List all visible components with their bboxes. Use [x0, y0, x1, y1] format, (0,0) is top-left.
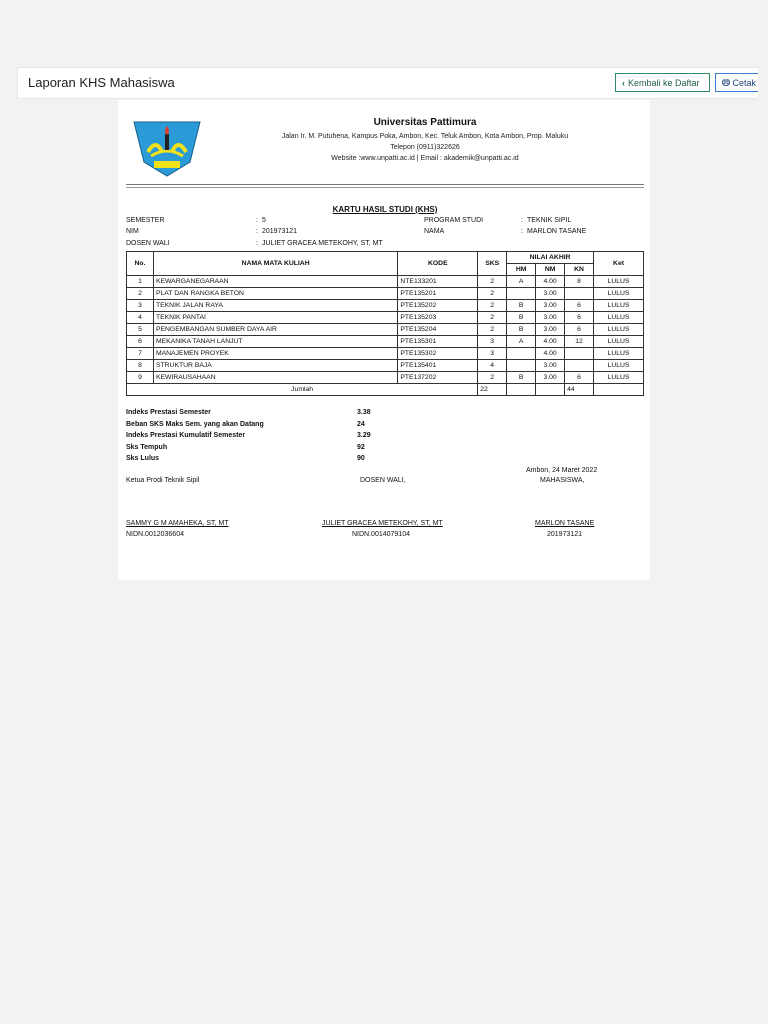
- cell-ket: LULUS: [594, 360, 644, 372]
- cell-kn: 8: [565, 276, 594, 288]
- cell-hm: [507, 348, 536, 360]
- colon: :: [521, 228, 523, 235]
- printer-icon: [722, 78, 733, 88]
- nim-label: NIM: [126, 228, 139, 235]
- semester-label: SEMESTER: [126, 217, 165, 224]
- mahasiswa-role: MAHASISWA,: [540, 477, 585, 484]
- cell-ket: LULUS: [594, 312, 644, 324]
- program-studi-value: TEKNIK SIPIL: [527, 217, 572, 224]
- nama-value: MARLON TASANE: [527, 228, 587, 235]
- header-bar: [17, 67, 758, 99]
- dosen-wali-label: DOSEN WALI: [126, 240, 170, 247]
- university-web: Website :www.unpatti.ac.id | Email : akademik@unpatti.ac.id: [331, 155, 519, 162]
- cell-nama: MEKANIKA TANAH LANJUT: [153, 336, 397, 348]
- cell-nm: 3.00: [536, 360, 565, 372]
- page-title: Laporan KHS Mahasiswa: [28, 75, 175, 90]
- cell-nm: 4.00: [536, 276, 565, 288]
- cell-no: 3: [127, 300, 154, 312]
- cell-nm: 3.00: [536, 288, 565, 300]
- document-title: KARTU HASIL STUDI (KHS): [332, 205, 438, 214]
- table-row: [127, 348, 644, 360]
- cell-kn: [565, 288, 594, 300]
- mahasiswa-name: MARLON TASANE: [535, 520, 595, 527]
- cell-sks: 3: [478, 348, 507, 360]
- cell-nm: 3.00: [536, 324, 565, 336]
- cell-sks: 2: [478, 288, 507, 300]
- nama-label: NAMA: [424, 228, 445, 235]
- cell-no: 2: [127, 288, 154, 300]
- table-row: [127, 372, 644, 384]
- table-row: [127, 336, 644, 348]
- cell-nm: 3.00: [536, 300, 565, 312]
- cell-kode: NTE133201: [398, 276, 478, 288]
- cell-no: 7: [127, 348, 154, 360]
- cell-sks: 2: [478, 300, 507, 312]
- ipk-value: 3.29: [357, 432, 371, 439]
- col-header-nilai-akhir: NILAI AKHIR: [507, 252, 594, 264]
- cell-kn: 6: [565, 372, 594, 384]
- total-sks: 22: [478, 384, 507, 396]
- cell-no: 8: [127, 360, 154, 372]
- col-header-nama: NAMA MATA KULIAH: [153, 252, 397, 276]
- dosen-wali-value: JULIET GRACEA METEKOHY, ST, MT: [262, 240, 383, 247]
- print-button-label: Cetak: [732, 78, 757, 88]
- cell-kode: PTE135204: [398, 324, 478, 336]
- print-button[interactable]: [715, 73, 758, 92]
- cell-hm: B: [507, 300, 536, 312]
- sks-tempuh-label: Sks Tempuh: [126, 444, 168, 451]
- cell-nama: STRUKTUR BAJA: [153, 360, 397, 372]
- cell-nama: PENGEMBANGAN SUMBER DAYA AIR: [153, 324, 397, 336]
- col-header-sks: SKS: [478, 252, 507, 276]
- cell-sks: 3: [478, 336, 507, 348]
- colon: :: [521, 217, 523, 224]
- cell-nama: TEKNIK PANTAI: [153, 312, 397, 324]
- cell-nama: KEWIRAUSAHAAN: [153, 372, 397, 384]
- col-header-kn: KN: [565, 264, 594, 276]
- cell-ket: LULUS: [594, 324, 644, 336]
- cell-ket: LULUS: [594, 336, 644, 348]
- cell-kode: PTE137202: [398, 372, 478, 384]
- col-header-ket: Ket: [594, 252, 644, 276]
- col-header-nm: NM: [536, 264, 565, 276]
- cell-no: 5: [127, 324, 154, 336]
- cell-kn: 6: [565, 324, 594, 336]
- kaprodi-role: Ketua Prodi Teknik Sipil: [126, 477, 200, 484]
- header-divider-thin: [126, 187, 644, 188]
- nim-value: 201973121: [262, 228, 298, 235]
- kaprodi-name: SAMMY G M AMAHEKA, ST, MT: [126, 520, 229, 527]
- university-phone: Telepon (0911)322626: [390, 144, 460, 151]
- program-studi-label: PROGRAM STUDI: [424, 217, 484, 224]
- cell-ket: LULUS: [594, 288, 644, 300]
- cell-no: 6: [127, 336, 154, 348]
- colon: :: [256, 228, 258, 235]
- cell-ket: LULUS: [594, 348, 644, 360]
- table-row: [127, 312, 644, 324]
- cell-hm: B: [507, 324, 536, 336]
- colon: :: [256, 240, 258, 247]
- cell-hm: A: [507, 336, 536, 348]
- sks-tempuh-value: 92: [357, 444, 365, 451]
- cell-sks: 2: [478, 324, 507, 336]
- dosen-wali-name: JULIET GRACEA METEKOHY, ST, MT: [322, 520, 443, 527]
- cell-nm: 3.00: [536, 312, 565, 324]
- cell-kn: [565, 348, 594, 360]
- col-header-kode: KODE: [398, 252, 478, 276]
- cell-kn: 6: [565, 300, 594, 312]
- table-row: [127, 300, 644, 312]
- university-name: Universitas Pattimura: [373, 117, 477, 128]
- beban-sks-label: Beban SKS Maks Sem. yang akan Datang: [126, 421, 264, 428]
- cell-no: 4: [127, 312, 154, 324]
- total-nm-empty: [536, 384, 565, 396]
- cell-kode: PTE135401: [398, 360, 478, 372]
- chevron-left-icon: ‹: [622, 78, 625, 88]
- ips-value: 3.38: [357, 409, 371, 416]
- sks-lulus-label: Sks Lulus: [126, 455, 160, 462]
- total-kn: 44: [565, 384, 594, 396]
- cell-nama: PLAT DAN RANGKA BETON: [153, 288, 397, 300]
- cell-kode: PTE135202: [398, 300, 478, 312]
- university-address: Jalan Ir. M. Putuhena, Kampus Poka, Ambon, Kec. Teluk Ambon, Kota Ambon, Prop. Maluku: [281, 133, 569, 140]
- cell-kode: PTE135302: [398, 348, 478, 360]
- total-ket-empty: [594, 384, 644, 396]
- cell-kode: PTE135201: [398, 288, 478, 300]
- cell-no: 9: [127, 372, 154, 384]
- cell-hm: B: [507, 372, 536, 384]
- cell-sks: 2: [478, 312, 507, 324]
- table-row: [127, 276, 644, 288]
- cell-ket: LULUS: [594, 372, 644, 384]
- place-date: Ambon, 24 Maret 2022: [526, 467, 598, 474]
- cell-kn: [565, 360, 594, 372]
- cell-nama: KEWARGANEGARAAN: [153, 276, 397, 288]
- cell-hm: [507, 288, 536, 300]
- cell-nm: 4.00: [536, 336, 565, 348]
- total-label: Jumlah: [127, 384, 478, 396]
- cell-nama: TEKNIK JALAN RAYA: [153, 300, 397, 312]
- col-header-hm: HM: [507, 264, 536, 276]
- sks-lulus-value: 90: [357, 455, 365, 462]
- kaprodi-nidn: NIDN.0012036604: [126, 531, 184, 538]
- total-hm-empty: [507, 384, 536, 396]
- cell-kn: 6: [565, 312, 594, 324]
- header-divider: [126, 184, 644, 185]
- back-button-label: Kembali ke Daftar: [628, 78, 700, 88]
- cell-kode: PTE135301: [398, 336, 478, 348]
- col-header-no: No.: [127, 252, 154, 276]
- cell-sks: 4: [478, 360, 507, 372]
- semester-value: 5: [262, 217, 266, 224]
- grades-table: [126, 251, 644, 396]
- cell-hm: A: [507, 276, 536, 288]
- cell-nama: MANAJEMEN PROYEK: [153, 348, 397, 360]
- cell-kn: 12: [565, 336, 594, 348]
- cell-nm: 4.00: [536, 348, 565, 360]
- cell-kode: PTE135203: [398, 312, 478, 324]
- mahasiswa-nim: 201973121: [547, 531, 583, 538]
- ips-label: Indeks Prestasi Semester: [126, 409, 211, 416]
- total-row: [127, 384, 644, 396]
- cell-sks: 2: [478, 372, 507, 384]
- cell-no: 1: [127, 276, 154, 288]
- beban-sks-value: 24: [357, 421, 365, 428]
- cell-ket: LULUS: [594, 276, 644, 288]
- cell-sks: 2: [478, 276, 507, 288]
- colon: :: [256, 217, 258, 224]
- cell-ket: LULUS: [594, 300, 644, 312]
- table-row: [127, 288, 644, 300]
- dosen-wali-role: DOSEN WALI,: [360, 477, 406, 484]
- table-row: [127, 324, 644, 336]
- back-to-list-button[interactable]: [615, 73, 710, 92]
- ipk-label: Indeks Prestasi Kumulatif Semester: [126, 432, 246, 439]
- cell-hm: B: [507, 312, 536, 324]
- cell-hm: [507, 360, 536, 372]
- grades-table-body: [127, 276, 644, 396]
- table-row: [127, 360, 644, 372]
- university-logo: [126, 116, 208, 178]
- cell-nm: 3.00: [536, 372, 565, 384]
- dosen-wali-nidn: NIDN.0014079104: [352, 531, 410, 538]
